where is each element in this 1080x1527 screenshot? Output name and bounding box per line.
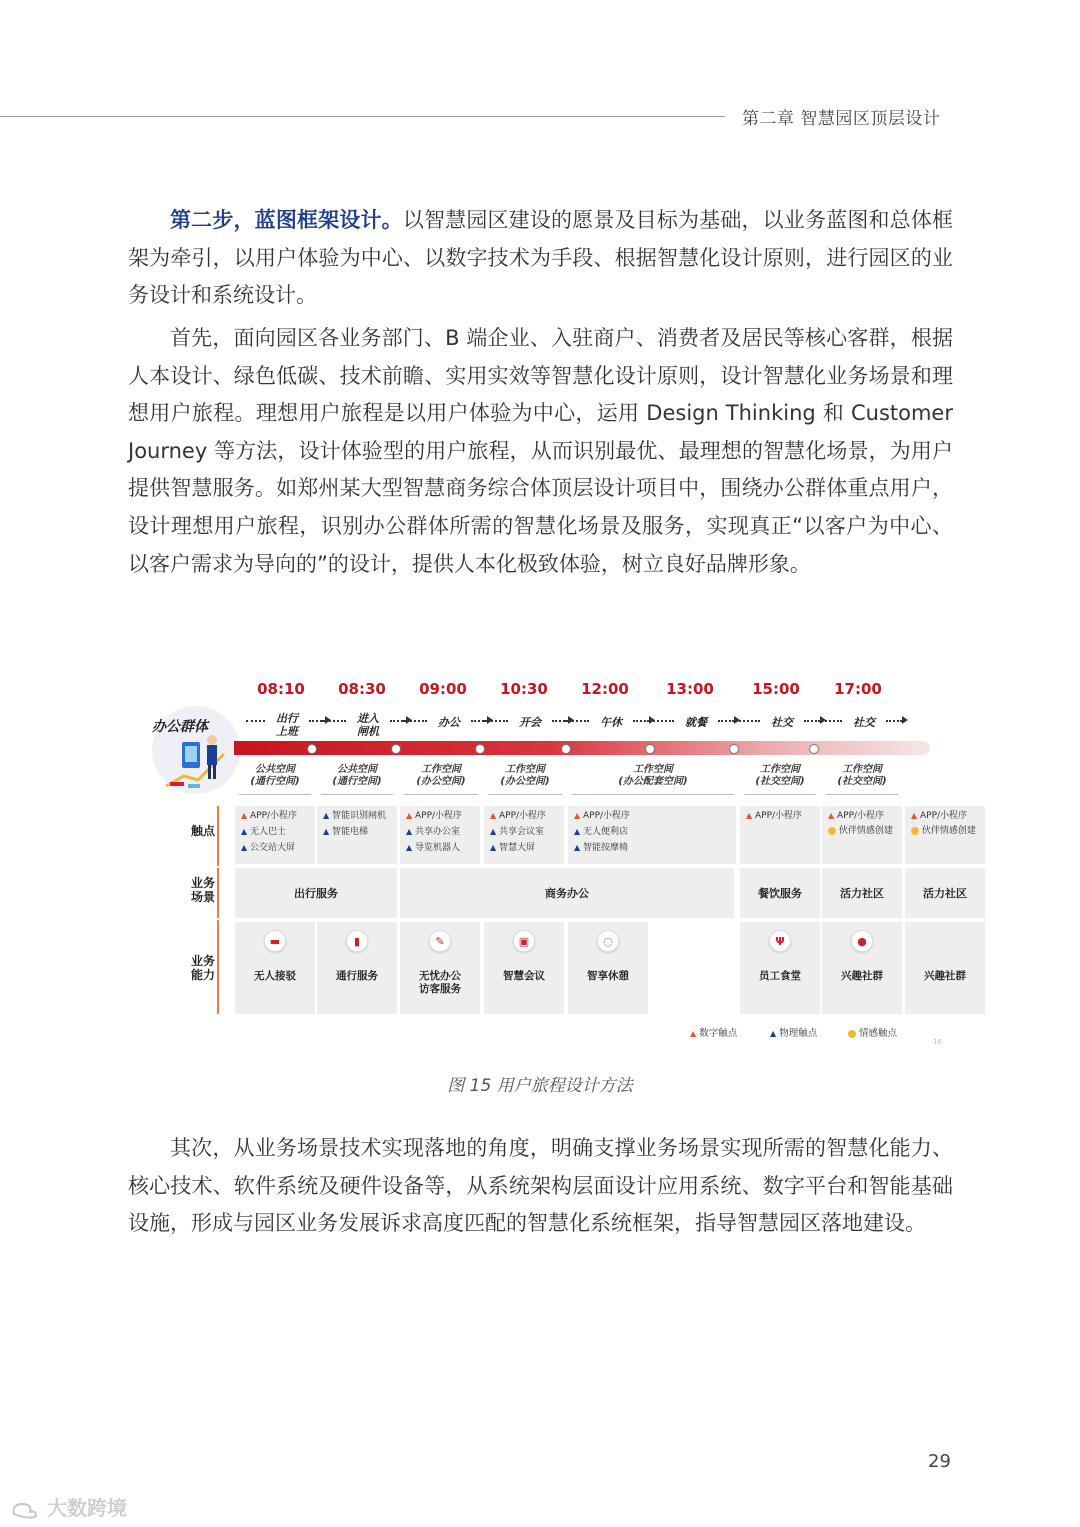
capability-cell [905,922,985,1014]
physical-touchpoint-icon: ▲ [241,827,248,836]
step-label: 社交 [771,716,793,729]
touchpoint-cell [317,806,397,864]
touchpoint-text: APP/小程序 [247,811,298,821]
door-icon: ▮ [346,930,368,952]
space-label: 工作空间 (社交空间) [837,764,887,787]
timeline-node [307,744,317,754]
time-label: 10:30 [500,680,548,698]
step-two-text: 以智慧园区建设的愿景及目标为基础，以业务蓝图和总体框架为牵引，以用户体验为中心、以数字技术为手段、根据智慧化设计原则，进行园区的业务设计和系统设计。 [128,208,954,308]
touchpoint-item [905,808,985,824]
touchpoint-text: APP/小程序 [580,811,631,821]
digital-touchpoint-icon: ▲ [241,811,248,820]
touchpoint-item [568,840,736,856]
emotional-touchpoint-icon [828,827,836,835]
touchpoint-item [317,824,397,840]
touchpoint-item [740,808,820,824]
capability-label: 兴趣社群 [841,970,883,982]
row-label-touchpoint: 触点 [190,824,215,838]
physical-touchpoint-icon: ▲ [323,827,330,836]
time-label: 12:00 [581,680,629,698]
capability-cell [317,922,397,1014]
timeline-node [729,744,739,754]
touchpoint-text: APP/小程序 [752,811,803,821]
step-label: 出行 上班 [276,712,298,738]
digital-touchpoint-icon: ▲ [574,811,581,820]
digital-touchpoint-icon: ▲ [911,811,918,820]
touchpoint-item [235,808,315,824]
touchpoint-text: 伙伴情感创建 [919,826,976,836]
people-icon: ● [851,930,873,952]
touchpoint-item [905,824,985,839]
legend-digital: ▲ 数字触点 [690,1028,738,1039]
space-underline [488,794,562,795]
touchpoint-text: 伙伴情感创建 [836,826,893,836]
space-underline [744,794,816,795]
rest-icon: ◌ [597,930,619,952]
space-label: 工作空间 (办公空间) [500,764,550,787]
pen-icon: ✎ [429,930,451,952]
capability-cell [822,922,902,1014]
touchpoint-item [400,840,480,856]
touchpoint-item [484,824,564,840]
capability-label: 无人接驳 [254,970,296,982]
digital-touchpoint-icon: ▲ [406,811,413,820]
touchpoint-item [568,808,736,824]
touchpoint-text: 智慧大屏 [496,843,536,853]
emotional-touchpoint-icon [911,827,919,835]
step-label: 午休 [600,716,622,729]
touchpoint-item [400,808,480,824]
persona-illustration [150,690,240,802]
time-label: 17:00 [834,680,882,698]
paragraph-first-text: 首先，面向园区各业务部门、B 端企业、入驻商户、消费者及居民等核心客群，根据人本设计、绿色低碳、技术前瞻、实用实效等智慧化设计原则，设计智慧化业务场景和理想用户旅程。理想用户旅程是以用户体验为中心，运用 Design Thinking 和 Customer Journey 等方法，设计体验型的用户旅程，从而识别最优、最理想的智慧化场景，为用户提供智慧服务。如郑州某大型智慧商务综合体顶层设计项目中，围绕办公群体重点用户，设计理想用户旅程，识别办公群体所需的智慧化场景及服务，实现真正“以客户为中心、以客户需求为导向的”的设计，提供人本化极致体验，树立良好品牌形象。 [128,326,953,576]
digital-touchpoint-icon: ▲ [828,811,835,820]
step-label: 就餐 [685,716,707,729]
space-label: 工作空间 (办公空间) [416,764,466,787]
digital-touchpoint-icon: ▲ [490,811,497,820]
time-label: 13:00 [666,680,714,698]
touchpoint-item [484,840,564,856]
user-journey-diagram [150,668,976,1050]
touchpoint-text: APP/小程序 [412,811,463,821]
step-label: 办公 [438,716,460,729]
touchpoint-item [822,808,902,824]
touchpoint-text: 无人便利店 [580,827,629,837]
touchpoint-item [568,824,736,840]
scene-cell: 餐饮服务 [740,868,820,918]
capability-label: 兴趣社群 [924,970,966,982]
capability-cell [400,922,480,1014]
scene-cell: 出行服务 [235,868,397,918]
capability-label: 无忧办公 访客服务 [419,970,461,995]
touchpoint-text: 导览机器人 [412,843,461,853]
capability-cell [484,922,564,1014]
timeline-node [391,744,401,754]
physical-touchpoint-icon: ▲ [406,827,413,836]
space-underline [321,794,393,795]
touchpoint-cell [400,806,480,864]
touchpoint-text: 智能识别闸机 [329,811,387,821]
touchpoint-text: APP/小程序 [917,811,968,821]
chapter-title: 第二章 智慧园区顶层设计 [742,109,941,129]
office-worker-icon [164,730,234,794]
legend-emotional: 情感触点 [848,1025,897,1039]
touchpoint-text: 共享办公室 [412,827,461,837]
time-label: 08:30 [338,680,386,698]
touchpoint-text: APP/小程序 [496,811,547,821]
physical-touchpoint-icon: ▲ [490,843,497,852]
space-underline [572,794,734,795]
space-underline [826,794,898,795]
capability-cell [235,922,315,1014]
physical-touchpoint-icon: ▲ [323,811,330,820]
digital-touchpoint-icon: ▲ [746,811,753,820]
bus-icon: ▬ [264,930,286,952]
physical-touchpoint-icon: ▲ [490,827,497,836]
step-dotted-line [633,720,649,722]
step-label: 开会 [519,716,541,729]
time-label: 15:00 [752,680,800,698]
step-arrowhead [902,716,908,724]
touchpoint-cell [484,806,564,864]
header-rule [0,116,725,117]
watermark: 大数跨境 [10,1492,127,1521]
space-underline [239,794,311,795]
timeline-node [561,744,571,754]
timeline-band [234,741,930,755]
paragraph-second [128,1130,953,1243]
paragraph-second-text: 其次，从业务场景技术实现落地的角度，明确支撑业务场景实现所需的智慧化能力、核心技术、软件系统及硬件设备等，从系统架构层面设计应用系统、数字平台和智能基础设施，形成与园区业务发展诉求高度匹配的智慧化系统框架，指导智慧园区落地建设。 [128,1136,953,1236]
space-label: 工作空间 (办公配套空间) [618,764,688,787]
touchpoint-item [235,840,315,856]
space-label: 工作空间 (社交空间) [755,764,805,787]
paragraph-step-two [128,202,953,315]
physical-touchpoint-icon: ▲ [574,827,581,836]
step-label: 进入 闸机 [357,712,379,738]
touchpoint-item [235,824,315,840]
corner-number: 16 [933,1038,942,1046]
persona-title: 办公群体 [152,719,208,735]
timeline-node [475,744,485,754]
physical-touchpoint-icon: ▲ [574,843,581,852]
step-dotted-line [718,720,734,722]
physical-touchpoint-icon: ▲ [241,843,248,852]
figure-caption: 图 15 用户旅程设计方法 [447,1076,633,1096]
touchpoint-item [400,824,480,840]
paragraph-first [128,320,953,583]
touchpoint-text: 公交站大屏 [247,843,296,853]
space-underline [404,794,478,795]
space-label: 公共空间 (通行空间) [332,764,382,787]
row-label-scene: 业务 场景 [190,876,215,904]
touchpoint-cell [822,806,902,864]
page-number: 29 [928,1451,951,1472]
step-label: 社交 [853,716,875,729]
touchpoint-cell [568,806,736,864]
legend-physical: ▲ 物理触点 [770,1028,818,1039]
touchpoint-text: 无人巴士 [247,827,287,837]
touchpoint-text: 共享会议室 [496,827,545,837]
capability-cell [568,922,648,1014]
time-label: 08:10 [257,680,305,698]
row-label-capability: 业务 能力 [190,954,215,982]
touchpoint-item [484,808,564,824]
scene-cell: 活力社区 [822,868,902,918]
touchpoint-item [317,808,397,824]
touchpoint-cell [235,806,315,864]
touchpoint-text: 智能按摩椅 [580,843,629,853]
touchpoint-cell [740,806,820,864]
watermark-logo-icon [10,1500,40,1520]
scene-cell: 商务办公 [400,868,734,918]
capability-label: 通行服务 [336,970,378,982]
capability-label: 智享休憩 [587,970,629,982]
capability-label: 员工食堂 [759,970,801,982]
space-label: 公共空间 (通行空间) [250,764,300,787]
meeting-icon: ▣ [513,930,535,952]
cutlery-icon: Ψ [769,930,791,952]
touchpoint-item [822,824,902,839]
touchpoint-text: 智能电梯 [329,827,369,837]
touchpoint-text: APP/小程序 [834,811,885,821]
timeline-node [809,744,819,754]
physical-touchpoint-icon: ▲ [406,843,413,852]
timeline-node [645,744,655,754]
time-label: 09:00 [419,680,467,698]
scene-cell: 活力社区 [905,868,985,918]
step-two-lead: 第二步，蓝图框架设计。 [170,208,403,232]
step-dotted-line [886,720,902,722]
touchpoint-cell [905,806,985,864]
capability-label: 智慧会议 [503,970,545,982]
capability-cell [740,922,820,1014]
